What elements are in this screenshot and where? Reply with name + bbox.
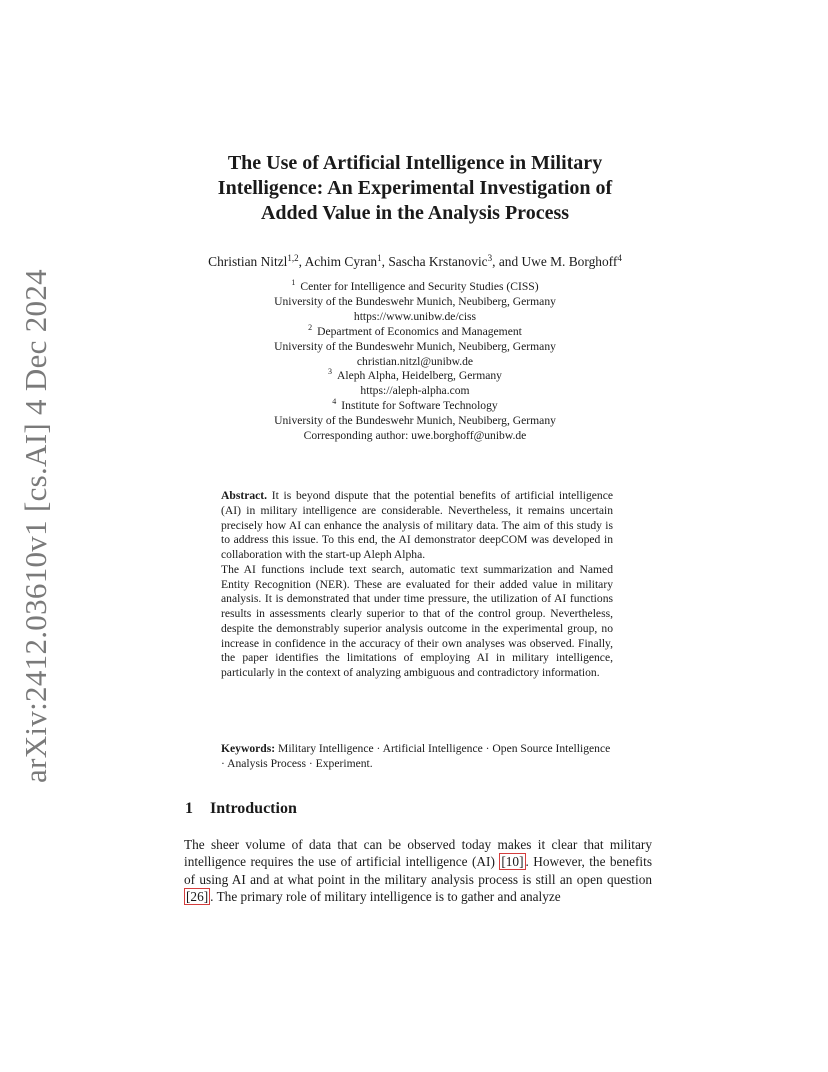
affiliation-text: Center for Intelligence and Security Studies (CISS) — [300, 280, 539, 293]
section-number: 1 — [185, 800, 193, 817]
author-separator: , and — [492, 254, 522, 269]
affiliation-text: Department of Economics and Management — [317, 324, 522, 338]
affiliation-2-university: University of the Bundeswehr Munich, Neubiberg, Germany — [274, 339, 556, 353]
citation-link[interactable]: [26] — [186, 888, 209, 904]
author-name: Achim Cyran — [304, 254, 378, 269]
affiliation-1-university: University of the Bundeswehr Munich, Neubiberg, Germany — [274, 294, 556, 308]
author-list — [120, 254, 710, 270]
author-affiliation-mark: 4 — [617, 253, 622, 263]
affiliation-number: 2 — [308, 322, 313, 332]
arxiv-identifier: arXiv:2412.03610v1 [cs.AI] 4 Dec 2024 — [18, 269, 53, 783]
corresponding-author[interactable]: Corresponding author: uwe.borghoff@unibw.de — [303, 429, 527, 443]
author-affiliation-mark: 3 — [487, 253, 493, 263]
author-name: Christian Nitzl — [208, 254, 288, 269]
section-heading — [185, 800, 297, 818]
keywords-label: Keywords: — [221, 742, 276, 755]
title-line: The Use of Artificial Intelligence in Military — [227, 152, 603, 174]
abstract-paragraph-1 — [221, 489, 613, 563]
affiliation-1-name — [160, 280, 670, 295]
paper-title — [140, 151, 690, 226]
affiliation-2-email[interactable]: christian.nitzl@unibw.de — [356, 354, 474, 368]
section-title: Introduction — [210, 800, 297, 817]
abstract-text: It is beyond dispute that the potential benefits of artificial intelligence (AI) in military intelligence are considerable. Nevertheless, it remains uncertain precisely how AI can enhance the analysis of military data. The aim of this study is to address this issue. To this end, the AI demonstrator deepCOM was developed in collaboration with the start-up Aleph Alpha. — [221, 489, 613, 561]
affiliation-3-name — [160, 369, 670, 384]
affiliation-4-name — [160, 399, 670, 414]
author-name: Uwe M. Borghoff — [521, 254, 618, 269]
keywords — [221, 742, 613, 772]
affiliation-number: 4 — [332, 397, 337, 407]
citation-link[interactable]: [10] — [501, 854, 524, 870]
title-line: Added Value in the Analysis Process — [260, 202, 570, 224]
affiliation-text: Aleph Alpha, Heidelberg, Germany — [337, 369, 502, 383]
body-text: . The primary role of military intelligence is to gather and analyze — [210, 888, 561, 904]
abstract-paragraph-2: The AI functions include text search, automatic text summarization and Named Entity Recognition (NER). These are evaluated for their added value in military analysis. It is demonstrated that under time pressure, the utilization of AI functions results in assessments clearly superior to that of the control group. Nevertheless, despite the demonstrably superior analysis outcome in the experimental group, no increase in confidence in the accuracy of their own analyses was observed. Finally, the paper identifies the limitations of employing AI in military intelligence, particularly in the context of analyzing ambiguous and contradictory information. — [221, 562, 613, 679]
affiliation-3-url[interactable]: https://aleph-alpha.com — [360, 384, 470, 398]
keywords-text: Military Intelligence · Artificial Intelligence · Open Source Intelligence · Analysis Process · Experiment. — [221, 742, 611, 770]
title-line: Intelligence: An Experimental Investigation of — [217, 177, 613, 199]
affiliation-number: 3 — [328, 367, 333, 377]
author-affiliation-mark: 1,2 — [287, 253, 299, 263]
abstract — [221, 489, 613, 681]
author-separator: , — [298, 254, 305, 269]
body-paragraph — [184, 836, 652, 905]
abstract-label: Abstract. — [221, 489, 268, 502]
author-separator: , — [381, 254, 389, 269]
affiliation-1-url[interactable]: https://www.unibw.de/ciss — [353, 309, 477, 323]
affiliation-text: Institute for Software Technology — [341, 399, 498, 413]
body-text: . However, the benefits of using AI and at what point in the military analysis process is still an open question — [184, 854, 652, 887]
body-text: The sheer volume of data that can be observed today makes it clear that military intelligence requires the use of artificial intelligence (AI) — [184, 837, 652, 870]
introduction-body — [184, 836, 652, 905]
affiliations — [160, 280, 670, 444]
affiliation-2-name — [160, 322, 670, 340]
author-affiliation-mark: 1 — [377, 253, 382, 263]
author-name: Sascha Krstanovic — [388, 254, 488, 269]
affiliation-number: 1 — [291, 278, 296, 287]
affiliation-4-university: University of the Bundeswehr Munich, Neubiberg, Germany — [274, 414, 556, 428]
